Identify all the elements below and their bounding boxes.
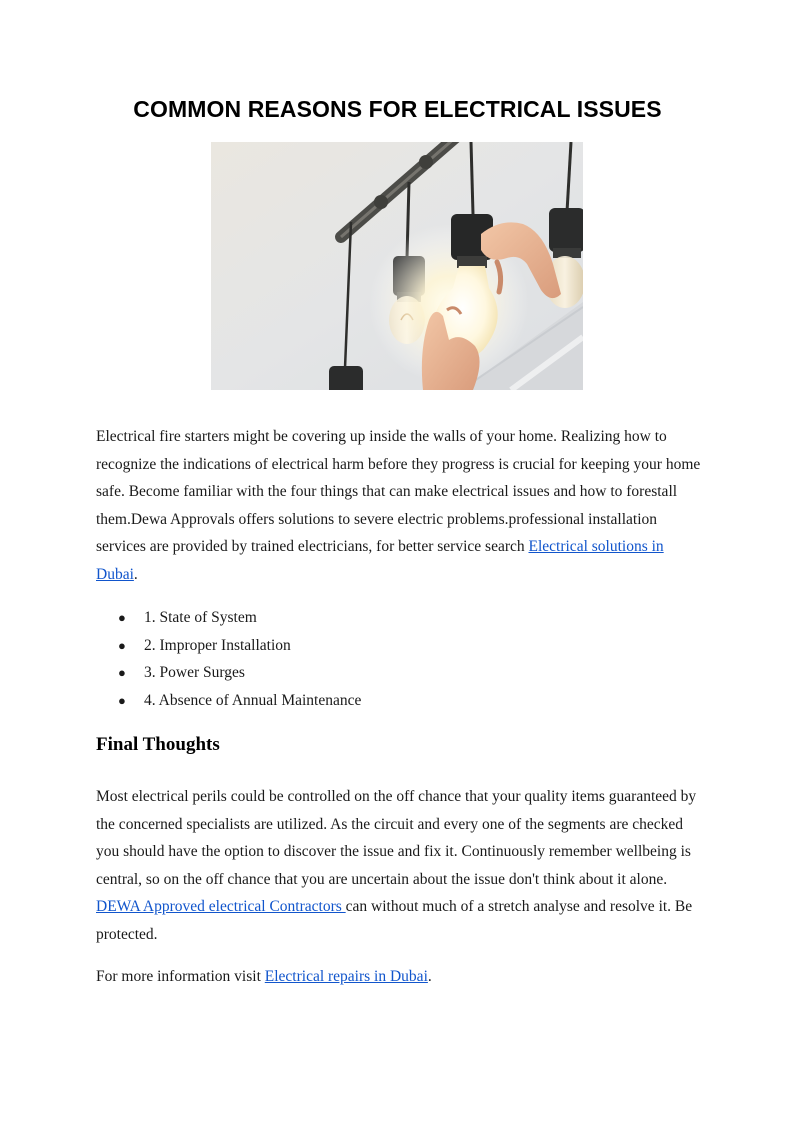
list-item [96, 604, 361, 632]
bullet-icon: ● [118, 692, 126, 708]
reasons-list [96, 604, 361, 714]
page-title: COMMON REASONS FOR ELECTRICAL ISSUES [133, 96, 662, 122]
dewa-contractors-link[interactable]: DEWA Approved electrical Contractors [96, 898, 346, 915]
final-text: Most electrical perils could be controlled on the off chance that your quality items guaranteed by the concerned specialists are utilized. As the circuit and every one of the segments are checked you should have the option to discover the issue and fix it. Continuously remember wellbeing is central, so on the off chance that you are uncertain about the issue don't think about it alone. [96, 788, 697, 888]
intro-after-link: . [133, 565, 138, 583]
intro-text: Electrical fire starters might be covering up inside the walls of your home. Realizing how to recognize the indications of electrical harm before they progress is crucial for keeping your home safe. Become familiar with the four things that can make electrical issues and how to forestall them.Dewa Approvals offers solutions to severe electric problems.professional installation services are provided by trained electricians, for better service search [96, 428, 701, 555]
electrical-solutions-link[interactable]: Electrical solutions in Dubai [96, 538, 664, 583]
light-bulb-photo [211, 142, 583, 390]
list-item-text: 1. State of System [144, 609, 257, 626]
final-after-link: can without much of a stretch analyse and resolve it. Be protected. [96, 898, 693, 943]
electrical-repairs-link[interactable]: Electrical repairs in Dubai [264, 968, 428, 985]
list-item-text: 2. Improper Installation [144, 636, 291, 654]
bullet-icon: ● [118, 665, 126, 680]
final-thoughts-heading: Final Thoughts [96, 734, 220, 755]
list-item [96, 659, 361, 687]
list-item [96, 632, 361, 660]
more-info-text: For more information visit [96, 968, 265, 985]
list-item-text: 4. Absence of Annual Maintenance [144, 691, 362, 709]
bullet-icon: ● [118, 637, 126, 653]
more-info-after-link: . [427, 968, 432, 985]
more-info-paragraph [96, 963, 706, 991]
bullet-icon: ● [118, 610, 126, 625]
list-item-text: 3. Power Surges [144, 664, 245, 681]
intro-paragraph [96, 423, 706, 588]
list-item [96, 687, 361, 715]
final-paragraph [96, 783, 706, 948]
